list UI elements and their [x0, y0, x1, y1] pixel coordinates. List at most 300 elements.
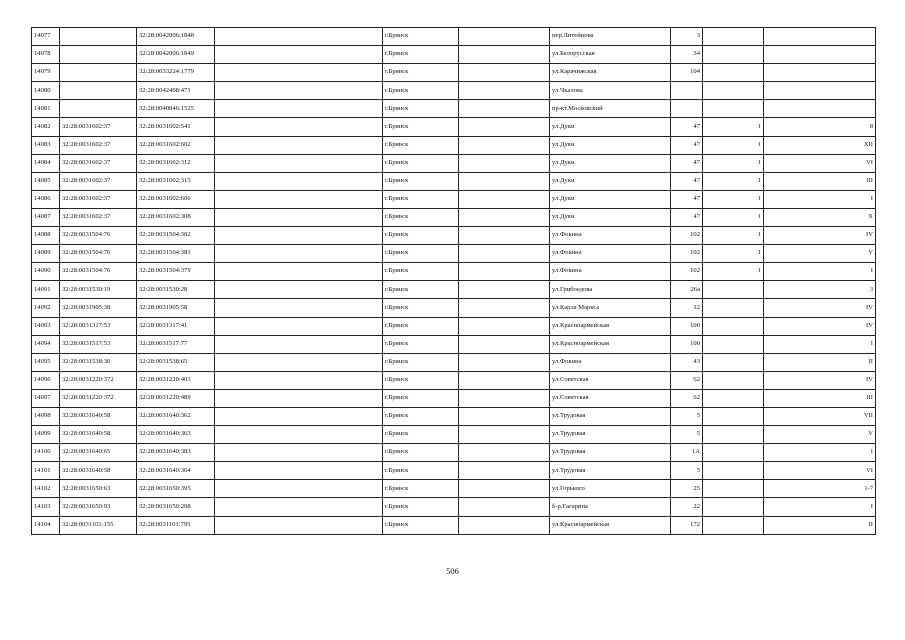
street-cell: ул.Грибоедова: [550, 281, 671, 299]
building-cell: [703, 28, 764, 46]
blank-cell-a: [215, 389, 383, 407]
table-row: [32, 317, 876, 335]
street-cell: ул.Трудовая: [550, 426, 671, 444]
table-row: [32, 190, 876, 208]
building-cell: [703, 64, 764, 82]
record-number-cell: 14087: [32, 208, 60, 226]
land-parcel-cell: 32:28:0031530:19: [60, 281, 137, 299]
house-number-cell: 62: [671, 371, 703, 389]
cadastral-number-cell: 32:28:0031650:395: [137, 480, 215, 498]
record-number-cell: 14079: [32, 64, 60, 82]
city-cell: г.Брянск: [383, 335, 459, 353]
building-cell: [703, 317, 764, 335]
table-row: [32, 371, 876, 389]
blank-cell-b: [459, 444, 550, 462]
street-cell: пер.Литейнова: [550, 28, 671, 46]
premises-cell: III: [764, 172, 876, 190]
city-cell: г.Брянск: [383, 407, 459, 425]
building-cell: [703, 82, 764, 100]
cadastral-number-cell: 32:28:0031530:28: [137, 281, 215, 299]
premises-cell: I: [764, 335, 876, 353]
record-number-cell: 14104: [32, 516, 60, 534]
record-number-cell: 14094: [32, 335, 60, 353]
blank-cell-b: [459, 281, 550, 299]
record-number-cell: 14100: [32, 444, 60, 462]
city-cell: г.Брянск: [383, 82, 459, 100]
record-number-cell: 14103: [32, 498, 60, 516]
house-number-cell: 5: [671, 407, 703, 425]
table-row: [32, 462, 876, 480]
table-row: [32, 480, 876, 498]
land-parcel-cell: [60, 28, 137, 46]
cadastral-number-cell: 32:28:0042006:1848: [137, 28, 215, 46]
record-number-cell: 14084: [32, 154, 60, 172]
record-number-cell: 14090: [32, 263, 60, 281]
building-cell: [703, 498, 764, 516]
house-number-cell: [671, 100, 703, 118]
blank-cell-b: [459, 227, 550, 245]
blank-cell-b: [459, 263, 550, 281]
blank-cell-a: [215, 516, 383, 534]
land-parcel-cell: [60, 82, 137, 100]
blank-cell-b: [459, 317, 550, 335]
street-cell: ул.Фокина: [550, 245, 671, 263]
blank-cell-a: [215, 426, 383, 444]
blank-cell-a: [215, 317, 383, 335]
land-parcel-cell: 32:28:0031602:37: [60, 190, 137, 208]
street-cell: ул.Чкалова: [550, 82, 671, 100]
blank-cell-b: [459, 407, 550, 425]
land-parcel-cell: 32:28:0031905:38: [60, 299, 137, 317]
house-number-cell: 102: [671, 263, 703, 281]
house-number-cell: 22: [671, 498, 703, 516]
premises-cell: 1-7: [764, 480, 876, 498]
city-cell: г.Брянск: [383, 462, 459, 480]
table-row: [32, 516, 876, 534]
city-cell: г.Брянск: [383, 516, 459, 534]
house-number-cell: 172: [671, 516, 703, 534]
blank-cell-b: [459, 480, 550, 498]
city-cell: г.Брянск: [383, 353, 459, 371]
house-number-cell: 34: [671, 46, 703, 64]
premises-cell: [764, 28, 876, 46]
building-cell: [703, 480, 764, 498]
premises-cell: [764, 100, 876, 118]
street-cell: ул.Дуки: [550, 118, 671, 136]
blank-cell-a: [215, 64, 383, 82]
record-number-cell: 14083: [32, 136, 60, 154]
record-number-cell: 14096: [32, 371, 60, 389]
land-parcel-cell: 32:28:0031602:37: [60, 118, 137, 136]
blank-cell-b: [459, 498, 550, 516]
table-row: [32, 172, 876, 190]
record-number-cell: 14078: [32, 46, 60, 64]
table-row: [32, 227, 876, 245]
street-cell: ул.Дуки: [550, 172, 671, 190]
city-cell: г.Брянск: [383, 172, 459, 190]
table-row: [32, 407, 876, 425]
blank-cell-a: [215, 263, 383, 281]
blank-cell-a: [215, 82, 383, 100]
record-number-cell: 14080: [32, 82, 60, 100]
blank-cell-b: [459, 136, 550, 154]
city-cell: г.Брянск: [383, 299, 459, 317]
record-number-cell: 14098: [32, 407, 60, 425]
building-cell: [703, 462, 764, 480]
city-cell: г.Брянск: [383, 263, 459, 281]
building-cell: 1: [703, 208, 764, 226]
premises-cell: III: [764, 389, 876, 407]
registry-body: [32, 28, 876, 535]
record-number-cell: 14085: [32, 172, 60, 190]
blank-cell-a: [215, 154, 383, 172]
premises-cell: [764, 82, 876, 100]
record-number-cell: 14088: [32, 227, 60, 245]
premises-cell: V: [764, 426, 876, 444]
cadastral-number-cell: 32:28:0033224:1779: [137, 64, 215, 82]
blank-cell-b: [459, 353, 550, 371]
premises-cell: II: [764, 516, 876, 534]
table-row: [32, 118, 876, 136]
building-cell: [703, 353, 764, 371]
building-cell: 1: [703, 245, 764, 263]
table-row: [32, 281, 876, 299]
street-cell: пр-кт.Московский: [550, 100, 671, 118]
blank-cell-a: [215, 136, 383, 154]
cadastral-number-cell: 32:28:0040846:1525: [137, 100, 215, 118]
premises-cell: V: [764, 245, 876, 263]
city-cell: г.Брянск: [383, 371, 459, 389]
blank-cell-a: [215, 444, 383, 462]
land-parcel-cell: [60, 100, 137, 118]
premises-cell: IV: [764, 227, 876, 245]
building-cell: 1: [703, 136, 764, 154]
blank-cell-b: [459, 154, 550, 172]
cadastral-number-cell: 32:28:0031640:363: [137, 426, 215, 444]
house-number-cell: 47: [671, 208, 703, 226]
record-number-cell: 14093: [32, 317, 60, 335]
table-row: [32, 100, 876, 118]
street-cell: ул.Дуки: [550, 208, 671, 226]
city-cell: г.Брянск: [383, 498, 459, 516]
street-cell: ул.Красноармейская: [550, 317, 671, 335]
cadastral-number-cell: 32:28:0042408:471: [137, 82, 215, 100]
blank-cell-a: [215, 28, 383, 46]
premises-cell: I: [764, 190, 876, 208]
blank-cell-a: [215, 245, 383, 263]
land-parcel-cell: 32:28:0031101:155: [60, 516, 137, 534]
street-cell: ул.Советская: [550, 389, 671, 407]
blank-cell-a: [215, 371, 383, 389]
table-row: [32, 389, 876, 407]
land-parcel-cell: 32:28:0031517:53: [60, 335, 137, 353]
blank-cell-a: [215, 480, 383, 498]
record-number-cell: 14086: [32, 190, 60, 208]
house-number-cell: 47: [671, 118, 703, 136]
blank-cell-a: [215, 281, 383, 299]
street-cell: ул.Трудовая: [550, 444, 671, 462]
house-number-cell: 62: [671, 389, 703, 407]
land-parcel-cell: 32:28:0031640:58: [60, 407, 137, 425]
page-number: 506: [446, 566, 459, 576]
table-row: [32, 154, 876, 172]
city-cell: г.Брянск: [383, 136, 459, 154]
city-cell: г.Брянск: [383, 426, 459, 444]
blank-cell-a: [215, 353, 383, 371]
table-row: [32, 46, 876, 64]
blank-cell-a: [215, 462, 383, 480]
premises-cell: I: [764, 263, 876, 281]
premises-cell: [764, 64, 876, 82]
cadastral-number-cell: 32:28:0031905:58: [137, 299, 215, 317]
land-parcel-cell: 32:28:0031650:63: [60, 480, 137, 498]
land-parcel-cell: 32:28:0031602:37: [60, 208, 137, 226]
blank-cell-a: [215, 208, 383, 226]
building-cell: [703, 100, 764, 118]
house-number-cell: 3: [671, 28, 703, 46]
blank-cell-b: [459, 426, 550, 444]
street-cell: б-р.Гагарина: [550, 498, 671, 516]
city-cell: г.Брянск: [383, 317, 459, 335]
city-cell: г.Брянск: [383, 154, 459, 172]
premises-cell: VI: [764, 154, 876, 172]
building-cell: [703, 335, 764, 353]
blank-cell-a: [215, 190, 383, 208]
blank-cell-a: [215, 227, 383, 245]
street-cell: ул.Трудовая: [550, 407, 671, 425]
land-parcel-cell: 32:28:0031504:76: [60, 263, 137, 281]
city-cell: г.Брянск: [383, 444, 459, 462]
cadastral-number-cell: 32:28:0042006:1849: [137, 46, 215, 64]
table-row: [32, 335, 876, 353]
house-number-cell: 47: [671, 172, 703, 190]
house-number-cell: 1А: [671, 444, 703, 462]
street-cell: ул.Красноармейская: [550, 335, 671, 353]
land-parcel-cell: [60, 64, 137, 82]
blank-cell-b: [459, 335, 550, 353]
blank-cell-a: [215, 100, 383, 118]
blank-cell-a: [215, 118, 383, 136]
premises-cell: VI: [764, 462, 876, 480]
building-cell: 1: [703, 118, 764, 136]
cadastral-number-cell: 32:28:0031504:383: [137, 245, 215, 263]
premises-cell: IV: [764, 299, 876, 317]
cadastral-number-cell: 32:28:0031602:541: [137, 118, 215, 136]
record-number-cell: 14091: [32, 281, 60, 299]
blank-cell-b: [459, 462, 550, 480]
land-parcel-cell: [60, 46, 137, 64]
table-row: [32, 444, 876, 462]
city-cell: г.Брянск: [383, 227, 459, 245]
building-cell: [703, 299, 764, 317]
city-cell: г.Брянск: [383, 389, 459, 407]
blank-cell-a: [215, 335, 383, 353]
premises-cell: IV: [764, 371, 876, 389]
building-cell: 1: [703, 190, 764, 208]
cadastral-number-cell: 32:28:0031504:382: [137, 227, 215, 245]
table-row: [32, 208, 876, 226]
table-row: [32, 82, 876, 100]
building-cell: 1: [703, 263, 764, 281]
table-row: [32, 299, 876, 317]
blank-cell-b: [459, 28, 550, 46]
street-cell: ул.Фокина: [550, 353, 671, 371]
street-cell: ул.Дуки: [550, 154, 671, 172]
land-parcel-cell: 32:28:0031602:37: [60, 136, 137, 154]
cadastral-number-cell: 32:28:0031640:364: [137, 462, 215, 480]
cadastral-number-cell: 32:28:0031640:383: [137, 444, 215, 462]
cadastral-number-cell: 32:28:0031517:77: [137, 335, 215, 353]
land-parcel-cell: 32:28:0031220:372: [60, 371, 137, 389]
table-row: [32, 245, 876, 263]
land-parcel-cell: 32:28:0031640:65: [60, 444, 137, 462]
street-cell: ул.Фокина: [550, 263, 671, 281]
street-cell: ул.Фокина: [550, 227, 671, 245]
building-cell: [703, 407, 764, 425]
house-number-cell: 47: [671, 154, 703, 172]
cadastral-number-cell: 32:28:0031640:362: [137, 407, 215, 425]
street-cell: ул.Советская: [550, 371, 671, 389]
premises-cell: XII: [764, 136, 876, 154]
city-cell: г.Брянск: [383, 46, 459, 64]
record-number-cell: 14099: [32, 426, 60, 444]
record-number-cell: 14101: [32, 462, 60, 480]
land-parcel-cell: 32:28:0031317:53: [60, 317, 137, 335]
record-number-cell: 14081: [32, 100, 60, 118]
cadastral-number-cell: 32:28:0031220:489: [137, 389, 215, 407]
cadastral-number-cell: 32:28:0031220:403: [137, 371, 215, 389]
land-parcel-cell: 32:28:0031504:76: [60, 227, 137, 245]
land-parcel-cell: 32:28:0031640:58: [60, 426, 137, 444]
premises-cell: I: [764, 444, 876, 462]
premises-cell: 8: [764, 118, 876, 136]
blank-cell-a: [215, 498, 383, 516]
city-cell: г.Брянск: [383, 281, 459, 299]
blank-cell-b: [459, 46, 550, 64]
building-cell: 1: [703, 172, 764, 190]
record-number-cell: 14097: [32, 389, 60, 407]
premises-cell: 3: [764, 281, 876, 299]
premises-cell: VII: [764, 407, 876, 425]
record-number-cell: 14102: [32, 480, 60, 498]
house-number-cell: 102: [671, 227, 703, 245]
table-row: [32, 498, 876, 516]
land-parcel-cell: 32:28:0031538:36: [60, 353, 137, 371]
blank-cell-b: [459, 100, 550, 118]
blank-cell-b: [459, 245, 550, 263]
street-cell: ул.Горького: [550, 480, 671, 498]
street-cell: ул.Красноармейская: [550, 516, 671, 534]
cadastral-number-cell: 32:28:0031101:795: [137, 516, 215, 534]
blank-cell-b: [459, 190, 550, 208]
street-cell: ул.Трудовая: [550, 462, 671, 480]
house-number-cell: 12: [671, 299, 703, 317]
house-number-cell: 25: [671, 480, 703, 498]
city-cell: г.Брянск: [383, 190, 459, 208]
premises-cell: [764, 46, 876, 64]
blank-cell-b: [459, 172, 550, 190]
land-parcel-cell: 32:28:0031220:372: [60, 389, 137, 407]
cadastral-number-cell: 32:28:0031602:312: [137, 154, 215, 172]
building-cell: [703, 389, 764, 407]
building-cell: [703, 516, 764, 534]
house-number-cell: 100: [671, 317, 703, 335]
building-cell: 1: [703, 227, 764, 245]
cadastral-number-cell: 32:28:0031650:208: [137, 498, 215, 516]
city-cell: г.Брянск: [383, 100, 459, 118]
city-cell: г.Брянск: [383, 28, 459, 46]
house-number-cell: 5: [671, 462, 703, 480]
cadastral-number-cell: 32:28:0031602:606: [137, 190, 215, 208]
street-cell: ул.Дуки: [550, 190, 671, 208]
premises-cell: II: [764, 353, 876, 371]
registry-table: [31, 27, 876, 535]
blank-cell-b: [459, 516, 550, 534]
blank-cell-a: [215, 172, 383, 190]
building-cell: [703, 281, 764, 299]
house-number-cell: 47: [671, 190, 703, 208]
blank-cell-a: [215, 46, 383, 64]
land-parcel-cell: 32:28:0031650:93: [60, 498, 137, 516]
blank-cell-a: [215, 299, 383, 317]
street-cell: ул.Карачижская: [550, 64, 671, 82]
blank-cell-b: [459, 118, 550, 136]
house-number-cell: 5: [671, 426, 703, 444]
house-number-cell: [671, 82, 703, 100]
record-number-cell: 14082: [32, 118, 60, 136]
land-parcel-cell: 32:28:0031640:58: [60, 462, 137, 480]
land-parcel-cell: 32:28:0031602:37: [60, 154, 137, 172]
blank-cell-b: [459, 389, 550, 407]
cadastral-number-cell: 32:28:0031504:379: [137, 263, 215, 281]
city-cell: г.Брянск: [383, 64, 459, 82]
house-number-cell: 26а: [671, 281, 703, 299]
table-row: [32, 64, 876, 82]
table-row: [32, 136, 876, 154]
blank-cell-b: [459, 82, 550, 100]
city-cell: г.Брянск: [383, 118, 459, 136]
house-number-cell: 47: [671, 136, 703, 154]
street-cell: ул.Белорусская: [550, 46, 671, 64]
land-parcel-cell: 32:28:0031602:37: [60, 172, 137, 190]
table-row: [32, 353, 876, 371]
record-number-cell: 14077: [32, 28, 60, 46]
city-cell: г.Брянск: [383, 245, 459, 263]
cadastral-number-cell: 32:28:0031602:315: [137, 172, 215, 190]
premises-cell: IV: [764, 317, 876, 335]
record-number-cell: 14089: [32, 245, 60, 263]
blank-cell-b: [459, 208, 550, 226]
blank-cell-a: [215, 407, 383, 425]
land-parcel-cell: 32:28:0031504:76: [60, 245, 137, 263]
premises-cell: X: [764, 208, 876, 226]
street-cell: ул.Дуки: [550, 136, 671, 154]
building-cell: 1: [703, 154, 764, 172]
table-row: [32, 263, 876, 281]
cadastral-number-cell: 32:28:0031602:308: [137, 208, 215, 226]
city-cell: г.Брянск: [383, 480, 459, 498]
street-cell: ул.Карла Маркса: [550, 299, 671, 317]
table-row: [32, 28, 876, 46]
cadastral-number-cell: 32:28:0031602:602: [137, 136, 215, 154]
building-cell: [703, 426, 764, 444]
building-cell: [703, 46, 764, 64]
blank-cell-b: [459, 64, 550, 82]
house-number-cell: 104: [671, 64, 703, 82]
building-cell: [703, 444, 764, 462]
premises-cell: I: [764, 498, 876, 516]
house-number-cell: 102: [671, 245, 703, 263]
